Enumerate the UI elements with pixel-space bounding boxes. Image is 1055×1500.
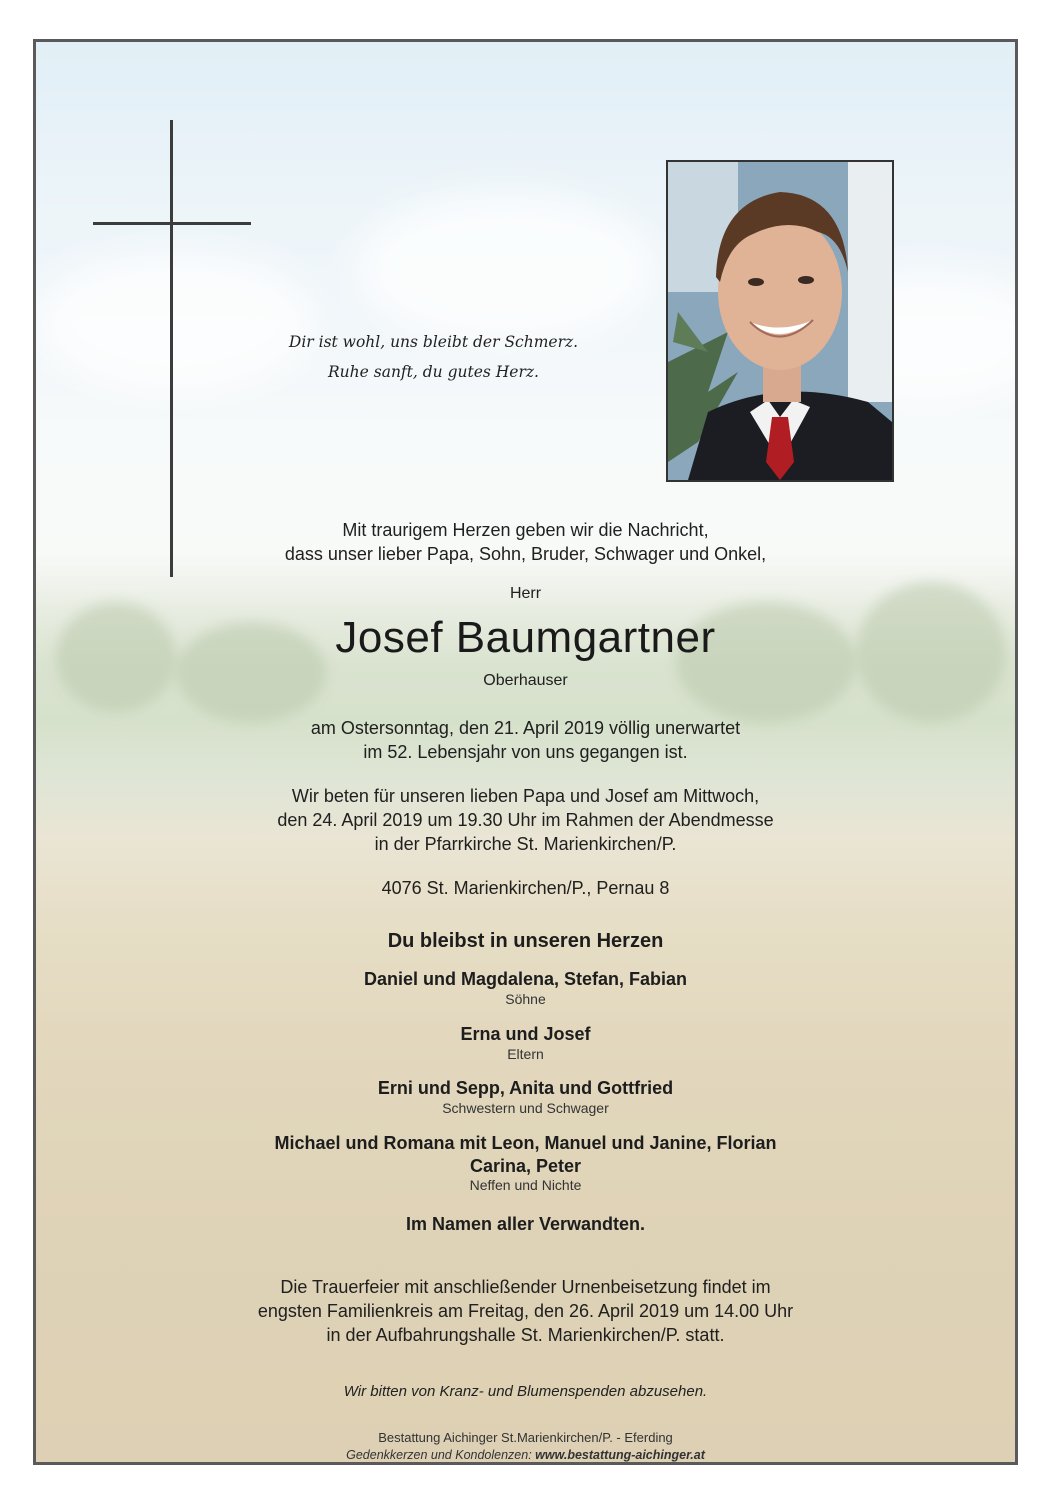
quote-line-2: Ruhe sanft, du gutes Herz. <box>328 363 539 381</box>
prayer-line-2: den 24. April 2019 um 19.30 Uhr im Rahmen der Abendmesse <box>277 810 774 830</box>
death-line-1: am Ostersonntag, den 21. April 2019 völlig unerwartet <box>310 718 741 738</box>
intro-text <box>36 518 1015 566</box>
cross-icon-bar <box>93 222 251 225</box>
quote <box>246 327 621 387</box>
mourner-names: Michael und Romana mit Leon, Manuel und Janine, Florian <box>274 1133 777 1153</box>
honorific: Herr <box>509 585 542 602</box>
no-flowers-note: Wir bitten von Kranz- und Blumenspenden abzusehen. <box>343 1383 708 1400</box>
mourner-relation: Neffen und Nichte <box>469 1177 582 1193</box>
mourner-relation: Söhne <box>505 991 546 1007</box>
intro-line-1: Mit traurigem Herzen geben wir die Nachricht, <box>342 520 709 540</box>
obituary-card <box>33 39 1018 1465</box>
house-name: Oberhauser <box>483 672 568 689</box>
condolence-label: Gedenkkerzen und Kondolenzen: <box>346 1448 536 1462</box>
intro-line-2: dass unser lieber Papa, Sohn, Bruder, Schwager und Onkel, <box>284 544 767 564</box>
portrait-illustration <box>668 162 892 480</box>
quote-line-1: Dir ist wohl, uns bleibt der Schmerz. <box>288 333 579 351</box>
funeral-notice <box>36 1275 1015 1347</box>
all-relatives: Im Namen aller Verwandten. <box>405 1214 646 1234</box>
death-notice <box>36 716 1015 764</box>
funeral-line-3: in der Aufbahrungshalle St. Marienkirchen/P. statt. <box>326 1325 725 1345</box>
mourner-relation: Eltern <box>507 1046 544 1062</box>
death-line-2: im 52. Lebensjahr von uns gegangen ist. <box>363 742 688 762</box>
deceased-name: Josef Baumgartner <box>335 613 716 662</box>
mourner-names: Erna und Josef <box>460 1024 591 1044</box>
funeral-line-1: Die Trauerfeier mit anschließender Urnenbeisetzung findet im <box>280 1277 771 1297</box>
funeral-line-2: engsten Familienkreis am Freitag, den 26. April 2019 um 14.00 Uhr <box>257 1301 794 1321</box>
prayer-notice <box>36 784 1015 856</box>
undertaker: Bestattung Aichinger St.Marienkirchen/P. - Eferding <box>378 1430 673 1445</box>
address: 4076 St. Marienkirchen/P., Pernau 8 <box>381 878 670 898</box>
mourner-names-continued: Carina, Peter <box>469 1156 582 1176</box>
mourner-relation: Schwestern und Schwager <box>442 1100 609 1116</box>
prayer-line-1: Wir beten für unseren lieben Papa und Josef am Mittwoch, <box>291 786 760 806</box>
prayer-line-3: in der Pfarrkirche St. Marienkirchen/P. <box>374 834 677 854</box>
motto: Du bleibst in unseren Herzen <box>387 930 664 952</box>
mourner-names: Erni und Sepp, Anita und Gottfried <box>377 1078 674 1098</box>
mourner-names: Daniel und Magdalena, Stefan, Fabian <box>363 969 688 989</box>
website-link[interactable]: www.bestattung-aichinger.at <box>535 1448 705 1462</box>
condolence-line <box>36 1447 1015 1463</box>
portrait-photo <box>666 160 894 482</box>
cross-icon <box>170 120 173 577</box>
